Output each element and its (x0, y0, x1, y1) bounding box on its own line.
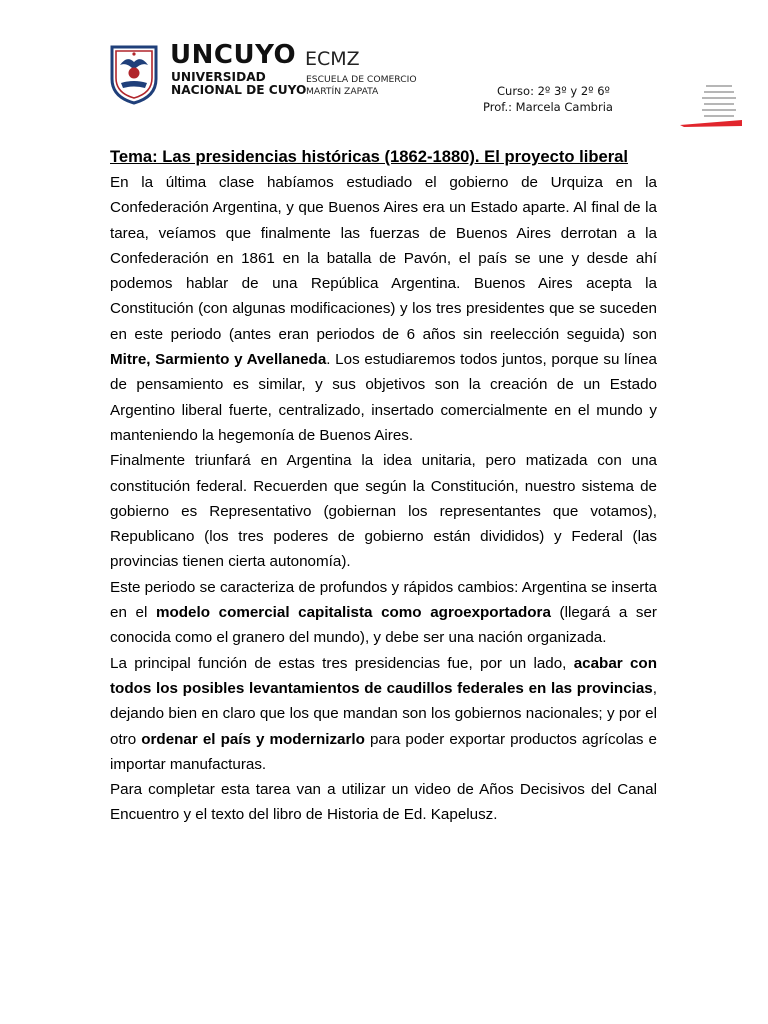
university-full-name (171, 71, 306, 97)
document-body (110, 143, 657, 828)
letterhead (0, 0, 768, 135)
decorative-lines-icon (680, 84, 742, 130)
paragraph-2: Finalmente triunfará en Argentina la idea unitaria, pero matizada con una constitución federal. Recuerden que según la Constitución, nuestro sistema de gobierno es Representativo (gobiernan los representantes que votamos), Republicano (los tres poderes de gobierno están divididos) y Federal (las provincias tienen cierta autonomía). (110, 452, 657, 571)
course-info (483, 83, 643, 115)
school-name-line1: ESCUELA DE COMERCIO (306, 74, 417, 85)
document-title: Tema: Las presidencias históricas (1862-1880). El proyecto liberal (110, 147, 629, 166)
paragraph-4-text-a: La principal función de estas tres presidencias fue, por un lado, (110, 654, 574, 672)
paragraph-3-text-a: Este periodo se caracteriza de profundos y rápidos cambios: Argentina se inserta en el (110, 578, 657, 622)
caudillos-emphasis: acabar con todos los posibles levantamientos de caudillos federales en las provincias (110, 654, 657, 697)
paragraph-4 (110, 651, 657, 777)
commercial-model-emphasis: modelo comercial capitalista como agroexportadora (155, 604, 551, 622)
university-seal-icon (109, 43, 159, 105)
school-acronym: ECMZ (305, 48, 360, 70)
university-name-line1: UNIVERSIDAD (171, 70, 266, 84)
paragraph-1-text-b: . Los estudiaremos todos juntos, porque su línea de pensamiento es similar, y sus objetivos son la creación de un Estado Argentino liberal fuerte, centralizado, insertado comercialmente en el mundo y manteniendo la hegemonía de Buenos Aires. (110, 351, 658, 444)
paragraph-3 (110, 575, 657, 651)
modernize-emphasis: ordenar el país y modernizarlo (141, 730, 365, 748)
paragraph-1 (110, 170, 657, 448)
school-name-line2: MARTÍN ZAPATA (306, 85, 379, 97)
university-logo-text: UNCUYO (170, 40, 297, 70)
presidents-emphasis: Mitre, Sarmiento y Avellaneda (110, 351, 327, 369)
paragraph-3-text-b: (llegará a ser conocida como el granero del mundo), y debe ser una nación organizada. (110, 604, 657, 647)
paragraph-1-text-a: En la última clase habíamos estudiado el gobierno de Urquiza en la Confederación Argentina, y que Buenos Aires era un Estado aparte. Al final de la tarea, veíamos que finalmente las fuerzas de Buenos Aires derrotan a la Confederación en 1861 en la batalla de Pavón, el país se une y desde ahí podemos hablar de una República Argentina. Buenos Aires acepta la Constitución (con algunas modificaciones) y los tres presidentes que se suceden en este periodo (antes eran periodos de 6 años sin reelección seguida) son (110, 174, 657, 343)
course-label: Curso: 2º 3º y 2º 6º (497, 84, 610, 98)
paragraph-5: Para completar esta tarea van a utilizar un video de Años Decisivos del Canal Encuentro y el texto del libro de Historia de Ed. Kapelusz. (110, 781, 657, 824)
paragraph-4-text-c: para poder exportar productos agrícolas e importar manufacturas. (110, 730, 657, 773)
professor-label: Prof.: Marcela Cambria (483, 100, 613, 114)
paragraph-4-text-b: , dejando bien en claro que los que mandan son los gobiernos nacionales; y por el otro (110, 679, 657, 748)
school-name (306, 74, 417, 97)
university-name-line2: NACIONAL DE CUYO (171, 83, 307, 97)
